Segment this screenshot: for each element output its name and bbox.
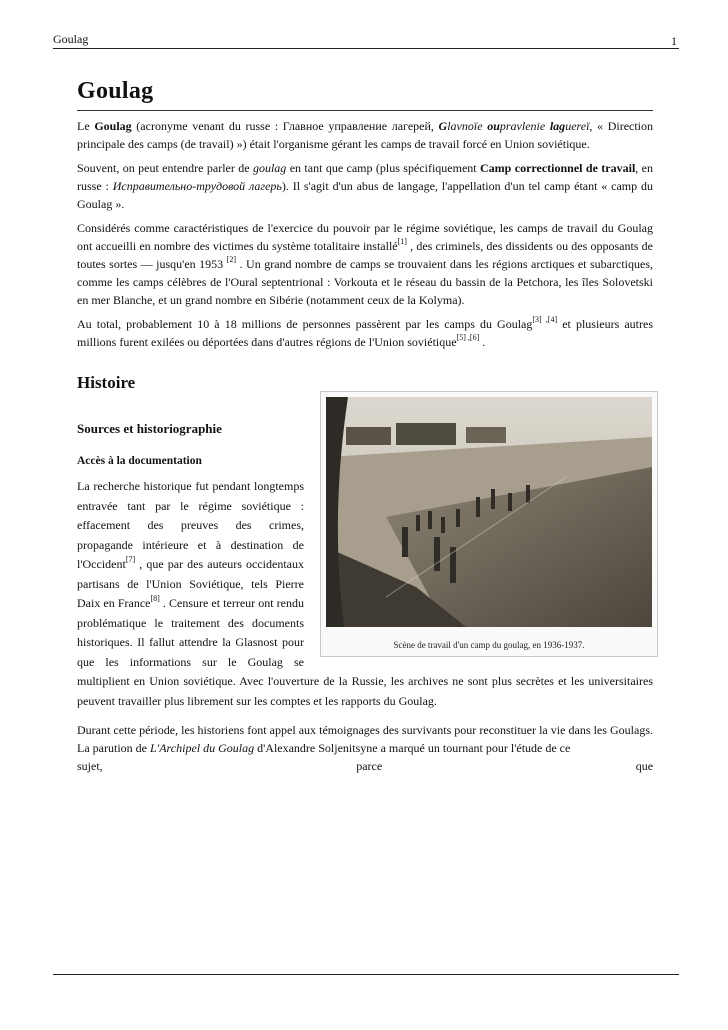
heading-sources: Sources et historiographie xyxy=(77,421,222,436)
footer-rule xyxy=(53,974,679,975)
header-title: Goulag xyxy=(53,32,89,46)
book-title: L'Archipel du Goulag xyxy=(149,741,255,755)
paragraph-periode-last-line: sujet, parce que xyxy=(77,759,654,773)
goulag-work-scene-image xyxy=(326,397,652,627)
intro-paragraph: Le Goulag (acronyme venant du russe : Главное управление лагерей, Glavnoïe oupravlenie laguereï, « Direction principale des camps (de travail) ») était l'organisme gérant les camps de travail forcé en Union soviétique. xyxy=(77,119,654,151)
goulag-term: Goulag xyxy=(94,119,132,133)
article-body xyxy=(77,72,653,775)
figure-goulag-photo xyxy=(320,391,658,657)
ref-8[interactable]: [8] xyxy=(150,594,160,603)
ref-5[interactable]: [5] xyxy=(456,333,466,342)
paragraph-caracteristiques: Considérés comme caractéristiques de l'exercice du pouvoir par le régime soviétique, les camps de travail du Goulag ont accueilli en nombre des victimes du système totalitaire installé[1] , des criminels, des dissidents ou des opposants de toutes sortes — jusqu'en 1953 [2] . Un grand nombre de camps se trouvaient dans les régions arctiques et subarctiques, comme les camps célèbres de l'Oural septentrional : Vorkouta et le réseau du bassin de la Petchora, les îles Solovetski en mer Blanche, et un grand nombre en Sibérie (notamment ceux de la Kolyma). xyxy=(77,221,653,307)
ref-3[interactable]: [3] xyxy=(532,315,542,324)
ref-6[interactable]: [6] xyxy=(469,333,480,342)
ref-1[interactable]: [1] xyxy=(397,237,407,246)
figure-caption: Scène de travail d'un camp du goulag, en 1936-1937. xyxy=(393,640,585,650)
heading-acces: Accès à la documentation xyxy=(77,455,202,467)
paragraph-total: Au total, probablement 10 à 18 millions de personnes passèrent par les camps du Goulag[3] $^{,[4]}$ et plusieurs autres millions furent exilées ou déportées dans d'autres régions de l'Union soviétique[5] $^{,[6]}$ . xyxy=(77,315,654,349)
paragraph-recherche: La recherche historique fut pendant longtemps entravée tant par le régime soviétique : effacement des preuves des crimes, propagande intérieure et à destination de l'Occident[7] , que par des auteurs occidentaux partisans de l'Union Soviétique, tels Pierre Daix en France[8] . Censure et terreur ont rendu problématique le traitement des documents historiques. Il fallut attendre la Glasnost pour que les informations sur le Goulag se multiplient en Union soviétique. Avec l'ouverture de la Russie, les archives ne sont plus secrètes et les universitaires peuvent travailler plus librement sur les comptes et les rapports du Goulag. xyxy=(77,479,653,708)
paragraph-camp: Souvent, on peut entendre parler de goulag en tant que camp (plus spécifiquement Camp correctionnel de travail, en russe : Исправительно-трудовой лагерь). Il s'agit d'un abus de langage, l'appellation d'un tel camp étant « camp du Goulag ». xyxy=(77,161,654,211)
page-header xyxy=(53,30,679,49)
ref-4[interactable]: [4] xyxy=(547,315,558,324)
paragraph-periode: Durant cette période, les historiens font appel aux témoignages des survivants pour reconstituer la vie dans les Goulags. La parution de L'Archipel du Goulag d'Alexandre Soljenitsyne a marqué un tournant pour l'étude de ce xyxy=(77,723,653,755)
link-camp-correctionnel[interactable]: Camp correctionnel de travail xyxy=(480,161,636,175)
heading-histoire: Histoire xyxy=(77,373,136,392)
ref-7[interactable]: [7] xyxy=(125,555,136,564)
article-title: Goulag xyxy=(77,78,653,111)
page-number: 1 xyxy=(671,34,677,48)
ref-2[interactable]: [2] xyxy=(226,255,237,264)
